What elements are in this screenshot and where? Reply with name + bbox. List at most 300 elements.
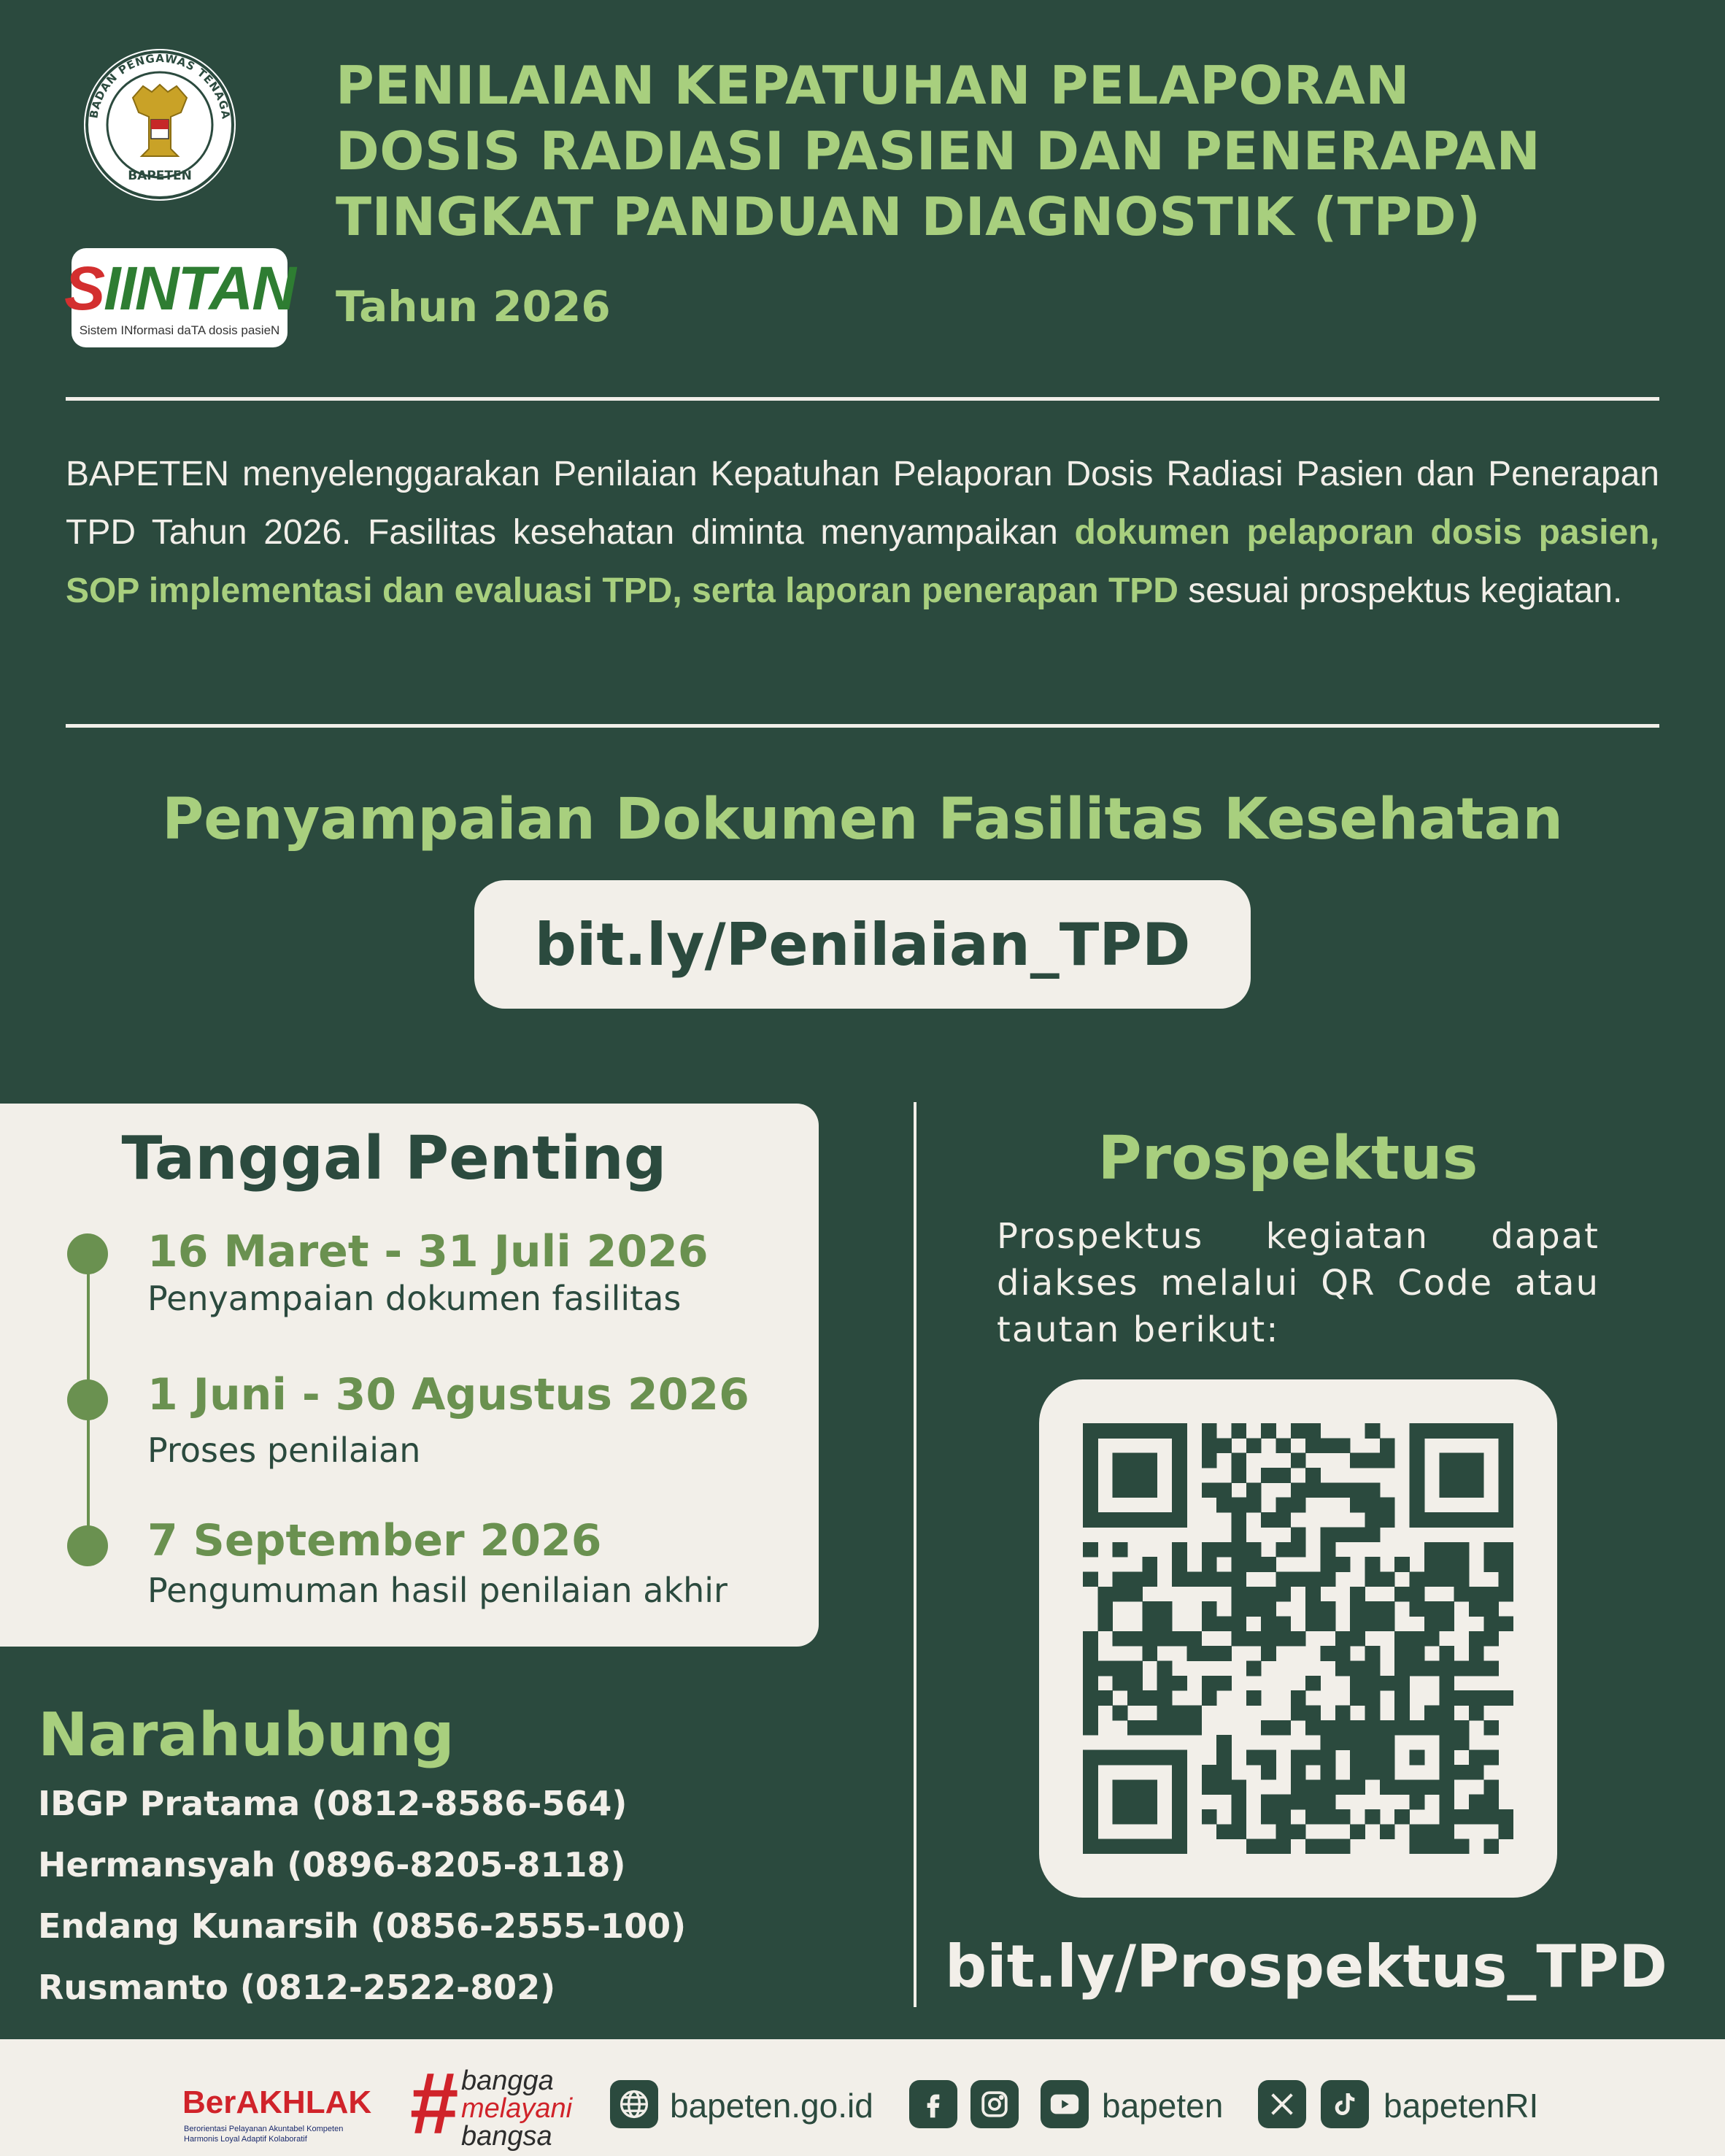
qr-module (1469, 1661, 1484, 1676)
qr-module (1394, 1587, 1410, 1602)
qr-module (1410, 1661, 1425, 1676)
qr-module (1291, 1750, 1306, 1766)
qr-module (1454, 1423, 1470, 1439)
intro-highlight: dokumen pelaporan dosis pasien, SOP implementasi dan evaluasi TPD, serta laporan penerapan TPD (66, 513, 1659, 610)
qr-module (1216, 1616, 1232, 1631)
qr-module (1439, 1571, 1454, 1587)
qr-module (1424, 1571, 1440, 1587)
qr-module (1305, 1482, 1321, 1498)
qr-module (1410, 1779, 1425, 1795)
qr-module (1246, 1631, 1262, 1647)
qr-module (1127, 1839, 1143, 1854)
qr-module (1172, 1795, 1187, 1810)
qr-module (1321, 1795, 1336, 1810)
qr-module (1276, 1542, 1291, 1558)
qr-module (1276, 1631, 1291, 1647)
qr-module (1499, 1557, 1513, 1572)
qr-module (1127, 1809, 1143, 1825)
submission-link[interactable]: bit.ly/Penilaian_TPD (474, 880, 1251, 1009)
qr-module (1291, 1765, 1306, 1780)
qr-module (1083, 1423, 1098, 1439)
social-handle-ri[interactable]: bapetenRI (1384, 2087, 1539, 2125)
qr-module (1439, 1765, 1454, 1780)
qr-module (1469, 1706, 1484, 1721)
qr-module (1097, 1839, 1113, 1854)
qr-module (1216, 1676, 1232, 1691)
qr-module (1113, 1839, 1128, 1854)
qr-module (1157, 1720, 1173, 1736)
date-description: Pengumuman hasil penilaian akhir (147, 1571, 728, 1610)
qr-module (1321, 1839, 1336, 1854)
qr-module (1142, 1690, 1157, 1706)
qr-module (1439, 1824, 1454, 1839)
qr-module (1454, 1735, 1470, 1750)
intro-text-end: sesuai prospektus kegiatan. (1178, 571, 1623, 610)
qr-module (1083, 1482, 1098, 1498)
qr-module (1365, 1571, 1381, 1587)
qr-module (1113, 1423, 1128, 1439)
globe-icon[interactable] (610, 2080, 658, 2128)
qr-module (1113, 1795, 1128, 1810)
qr-module (1127, 1795, 1143, 1810)
qr-module (1291, 1706, 1306, 1721)
qr-module (1127, 1750, 1143, 1766)
qr-module (1424, 1661, 1440, 1676)
qr-module (1365, 1616, 1381, 1631)
qr-module (1380, 1453, 1395, 1468)
qr-module (1246, 1498, 1262, 1513)
qr-module (1469, 1587, 1484, 1602)
qr-module (1469, 1765, 1484, 1780)
qr-module (1113, 1750, 1128, 1766)
qr-module (1261, 1765, 1276, 1780)
qr-module (1261, 1423, 1276, 1439)
qr-module (1380, 1676, 1395, 1691)
qr-module (1276, 1824, 1291, 1839)
qr-module (1142, 1720, 1157, 1736)
qr-module (1083, 1571, 1098, 1587)
qr-module (1246, 1482, 1262, 1498)
qr-module (1365, 1557, 1381, 1572)
qr-module (1321, 1482, 1336, 1498)
qr-module (1127, 1571, 1143, 1587)
qr-module (1202, 1557, 1217, 1572)
qr-module (1142, 1482, 1157, 1498)
date-range: 1 Juni - 30 Agustus 2026 (147, 1369, 749, 1420)
qr-module (1127, 1631, 1143, 1647)
qr-module (1157, 1676, 1173, 1691)
qr-module (1483, 1839, 1499, 1854)
qr-module (1439, 1779, 1454, 1795)
qr-module (1305, 1571, 1321, 1587)
qr-module (1202, 1482, 1217, 1498)
hashtag-icon: # (409, 2055, 458, 2152)
qr-module (1305, 1587, 1321, 1602)
qr-module (1113, 1482, 1128, 1498)
page-title (336, 53, 1700, 250)
qr-module (1380, 1498, 1395, 1513)
qr-module (1202, 1571, 1217, 1587)
bangga-line: bangsa (461, 2121, 552, 2152)
qr-module (1335, 1646, 1351, 1661)
qr-module (1261, 1809, 1276, 1825)
qr-module (1305, 1676, 1321, 1691)
qr-module (1261, 1512, 1276, 1528)
qr-module (1291, 1824, 1306, 1839)
qr-module (1410, 1423, 1425, 1439)
qr-module (1321, 1527, 1336, 1542)
qr-module (1439, 1453, 1454, 1468)
qr-module (1142, 1795, 1157, 1810)
qr-module (1097, 1587, 1113, 1602)
qr-module (1350, 1720, 1365, 1736)
qr-module (1231, 1824, 1246, 1839)
qr-module (1394, 1809, 1410, 1825)
qr-module (1350, 1779, 1365, 1795)
qr-module (1335, 1779, 1351, 1795)
qr-module (1439, 1720, 1454, 1736)
prospektus-link[interactable]: bit.ly/Prospektus_TPD (945, 1933, 1667, 2001)
qr-module (1350, 1498, 1365, 1513)
qr-module (1483, 1661, 1499, 1676)
qr-module (1231, 1779, 1246, 1795)
qr-module (1483, 1423, 1499, 1439)
qr-module (1142, 1453, 1157, 1468)
bapeten-seal-logo (82, 47, 238, 203)
qr-module (1483, 1750, 1499, 1766)
date-range: 16 Maret - 31 Juli 2026 (147, 1226, 709, 1277)
qr-module (1365, 1765, 1381, 1780)
qr-module (1335, 1661, 1351, 1676)
qr-module (1469, 1750, 1484, 1766)
qr-module (1202, 1676, 1217, 1691)
qr-module (1335, 1631, 1351, 1647)
qr-module (1321, 1438, 1336, 1453)
qr-module (1216, 1498, 1232, 1513)
qr-module (1305, 1616, 1321, 1631)
qr-module (1380, 1750, 1395, 1766)
timeline-dot (67, 1379, 108, 1420)
qr-module (1350, 1601, 1365, 1617)
qr-module (1186, 1571, 1202, 1587)
qr-module (1469, 1646, 1484, 1661)
qr-module (1410, 1571, 1425, 1587)
qr-module (1142, 1616, 1157, 1631)
qr-module (1113, 1706, 1128, 1721)
qr-module (1172, 1423, 1187, 1439)
qr-module (1276, 1438, 1291, 1453)
qr-module (1365, 1690, 1381, 1706)
qr-module (1172, 1631, 1187, 1647)
qr-module (1083, 1646, 1098, 1661)
qr-module (1202, 1765, 1217, 1780)
qr-module (1410, 1646, 1425, 1661)
qr-module (1410, 1468, 1425, 1483)
website-link[interactable]: bapeten.go.id (670, 2087, 873, 2125)
contact-item: IBGP Pratama (0812-8586-564) (38, 1784, 628, 1823)
qr-module (1424, 1779, 1440, 1795)
qr-module (1439, 1601, 1454, 1617)
qr-module (1202, 1423, 1217, 1439)
qr-module (1142, 1839, 1157, 1854)
qr-module (1142, 1779, 1157, 1795)
qr-module (1083, 1750, 1098, 1766)
qr-module (1350, 1587, 1365, 1602)
qr-module (1499, 1453, 1513, 1468)
berakhlak-tagline (184, 2124, 388, 2144)
qr-module (1380, 1779, 1395, 1795)
qr-module (1424, 1839, 1440, 1854)
qr-module (1276, 1468, 1291, 1483)
contact-item: Hermansyah (0896-8205-8118) (38, 1845, 626, 1884)
qr-module (1231, 1468, 1246, 1483)
qr-module (1246, 1690, 1262, 1706)
siintan-wordmark: SIINTAN (64, 254, 295, 323)
qr-module (1321, 1601, 1336, 1617)
qr-module (1439, 1542, 1454, 1558)
qr-module (1454, 1512, 1470, 1528)
qr-module (1410, 1750, 1425, 1766)
qr-module (1439, 1676, 1454, 1691)
qr-module (1113, 1631, 1128, 1647)
qr-module (1097, 1750, 1113, 1766)
qr-module (1202, 1601, 1217, 1617)
siintan-tagline: Sistem INformasi daTA dosis pasieN (79, 323, 280, 337)
qr-module (1246, 1750, 1262, 1766)
qr-module (1246, 1557, 1262, 1572)
qr-module (1231, 1616, 1246, 1631)
qr-module (1454, 1720, 1470, 1736)
qr-module (1350, 1482, 1365, 1498)
qr-module (1410, 1824, 1425, 1839)
qr-module (1439, 1661, 1454, 1676)
qr-module (1305, 1839, 1321, 1854)
qr-module (1261, 1587, 1276, 1602)
qr-module (1469, 1631, 1484, 1647)
qr-module (1231, 1557, 1246, 1572)
contacts-title: Narahubung (38, 1701, 455, 1770)
qr-module (1321, 1646, 1336, 1661)
qr-module (1157, 1839, 1173, 1854)
qr-module (1246, 1661, 1262, 1676)
qr-module (1365, 1809, 1381, 1825)
qr-module (1172, 1438, 1187, 1453)
svg-text:BADAN PENGAWAS TENAGA NUKLIR: BADAN PENGAWAS TENAGA (87, 51, 233, 121)
qr-module (1424, 1824, 1440, 1839)
instagram-icon[interactable] (970, 2080, 1019, 2128)
qr-module (1276, 1720, 1291, 1736)
qr-module (1083, 1765, 1098, 1780)
qr-module (1246, 1438, 1262, 1453)
qr-module (1454, 1468, 1470, 1483)
qr-module (1202, 1542, 1217, 1558)
qr-module (1127, 1423, 1143, 1439)
qr-module (1499, 1423, 1513, 1439)
date-range: 7 September 2026 (147, 1515, 602, 1566)
qr-module (1113, 1468, 1128, 1483)
qr-module (1142, 1423, 1157, 1439)
qr-module (1365, 1750, 1381, 1766)
qr-module (1083, 1795, 1098, 1810)
qr-module (1439, 1468, 1454, 1483)
qr-module (1291, 1482, 1306, 1498)
qr-module (1350, 1750, 1365, 1766)
qr-module (1365, 1423, 1381, 1439)
contact-item: Endang Kunarsih (0856-2555-100) (38, 1906, 687, 1946)
qr-module (1172, 1571, 1187, 1587)
qr-module (1394, 1676, 1410, 1691)
youtube-icon[interactable] (1041, 2080, 1089, 2128)
qr-module (1483, 1631, 1499, 1647)
qr-module (1113, 1661, 1128, 1676)
qr-module (1321, 1542, 1336, 1558)
qr-module (1321, 1765, 1336, 1780)
qr-module (1231, 1512, 1246, 1528)
qr-module (1305, 1706, 1321, 1721)
qr-module (1454, 1690, 1470, 1706)
qr-module (1410, 1498, 1425, 1513)
qr-module (1157, 1423, 1173, 1439)
timeline-dot (67, 1525, 108, 1566)
qr-module (1157, 1512, 1173, 1528)
qr-module (1083, 1676, 1098, 1691)
qr-module (1186, 1631, 1202, 1647)
qr-module (1172, 1468, 1187, 1483)
qr-module (1231, 1795, 1246, 1810)
qr-module (1454, 1453, 1470, 1468)
qr-module (1172, 1765, 1187, 1780)
title-year: Tahun 2026 (336, 282, 611, 331)
tiktok-icon[interactable] (1321, 2080, 1369, 2128)
qr-module (1499, 1498, 1513, 1513)
qr-module (1172, 1720, 1187, 1736)
qr-module (1261, 1468, 1276, 1483)
qr-module (1157, 1601, 1173, 1617)
important-dates-title: Tanggal Penting (121, 1124, 667, 1193)
qr-module (1261, 1616, 1276, 1631)
qr-module (1483, 1587, 1499, 1602)
qr-module (1499, 1824, 1513, 1839)
qr-module (1231, 1601, 1246, 1617)
qr-module (1231, 1631, 1246, 1647)
qr-module (1335, 1839, 1351, 1854)
qr-module (1291, 1690, 1306, 1706)
prospektus-description: Prospektus kegiatan dapat diakses melalui QR Code atau tautan berikut: (997, 1216, 1599, 1350)
qr-module (1276, 1795, 1291, 1810)
qr-module (1291, 1631, 1306, 1647)
qr-module (1083, 1498, 1098, 1513)
timeline-dot (67, 1233, 108, 1274)
qr-module (1439, 1423, 1454, 1439)
qr-module (1410, 1482, 1425, 1498)
qr-module (1172, 1498, 1187, 1513)
qr-module (1439, 1735, 1454, 1750)
qr-module (1113, 1587, 1128, 1602)
qr-module (1231, 1498, 1246, 1513)
qr-module (1499, 1571, 1513, 1587)
qr-module (1439, 1795, 1454, 1810)
title-line: TINGKAT PANDUAN DIAGNOSTIK (TPD) (336, 186, 1481, 247)
qr-module (1142, 1601, 1157, 1617)
qr-module (1469, 1795, 1484, 1810)
qr-module (1394, 1720, 1410, 1736)
qr-module (1439, 1839, 1454, 1854)
qr-module (1127, 1482, 1143, 1498)
qr-module (1469, 1512, 1484, 1528)
qr-code[interactable] (1083, 1423, 1513, 1854)
qr-module (1276, 1498, 1291, 1513)
qr-module (1469, 1453, 1484, 1468)
qr-module (1261, 1646, 1276, 1661)
qr-module (1291, 1542, 1306, 1558)
qr-module (1216, 1824, 1232, 1839)
qr-module (1483, 1720, 1499, 1736)
qr-module (1499, 1482, 1513, 1498)
qr-module (1083, 1453, 1098, 1468)
qr-module (1083, 1631, 1098, 1647)
qr-module (1365, 1661, 1381, 1676)
qr-module (1276, 1809, 1291, 1825)
qr-module (1202, 1690, 1217, 1706)
qr-module (1350, 1631, 1365, 1647)
qr-module (1231, 1587, 1246, 1602)
qr-module (1454, 1542, 1470, 1558)
qr-module (1499, 1616, 1513, 1631)
intro-text: BAPETEN menyelenggarakan Penilaian Kepatuhan Pelaporan Dosis Radiasi Pasien dan Penerapan TPD Tahun 2026. Fasilitas kesehatan diminta menyampaikan (66, 455, 1659, 552)
x-twitter-icon[interactable] (1258, 2080, 1306, 2128)
qr-module (1261, 1601, 1276, 1617)
qr-module (1305, 1468, 1321, 1483)
qr-module (1083, 1468, 1098, 1483)
qr-module (1142, 1557, 1157, 1572)
qr-module (1454, 1765, 1470, 1780)
qr-module (1305, 1720, 1321, 1736)
qr-module (1202, 1809, 1217, 1825)
qr-module (1380, 1601, 1395, 1617)
qr-module (1113, 1542, 1128, 1558)
qr-module (1172, 1750, 1187, 1766)
qr-module (1365, 1527, 1381, 1542)
qr-module (1410, 1720, 1425, 1736)
seal-name: BAPETEN (128, 169, 192, 183)
qr-module (1113, 1571, 1128, 1587)
qr-module (1439, 1750, 1454, 1766)
qr-module (1142, 1809, 1157, 1825)
facebook-icon[interactable] (909, 2080, 957, 2128)
qr-module (1394, 1557, 1410, 1572)
qr-module (1335, 1557, 1351, 1572)
social-handle[interactable]: bapeten (1102, 2087, 1224, 2125)
qr-module (1157, 1631, 1173, 1647)
qr-module (1127, 1468, 1143, 1483)
qr-module (1261, 1631, 1276, 1647)
qr-module (1410, 1839, 1425, 1854)
qr-module (1439, 1809, 1454, 1825)
qr-module (1083, 1706, 1098, 1721)
qr-module (1365, 1720, 1381, 1736)
qr-module (1454, 1809, 1470, 1825)
qr-module (1216, 1735, 1232, 1750)
qr-module (1365, 1735, 1381, 1750)
berakhlak-tagline-line: Harmonis Loyal Adaptif Kolaboratif (184, 2135, 307, 2144)
qr-module (1454, 1661, 1470, 1676)
qr-module (1231, 1527, 1246, 1542)
qr-module (1469, 1809, 1484, 1825)
qr-module (1439, 1690, 1454, 1706)
qr-module (1350, 1824, 1365, 1839)
qr-module (1335, 1527, 1351, 1542)
qr-module (1469, 1482, 1484, 1498)
